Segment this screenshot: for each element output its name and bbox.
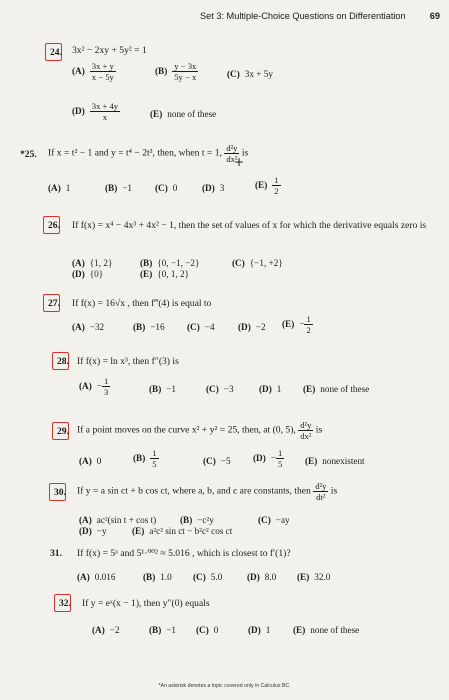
fraction bbox=[276, 448, 284, 469]
fraction-numerator: d²y bbox=[300, 420, 312, 430]
answer-option[interactable] bbox=[305, 456, 365, 466]
fraction bbox=[313, 481, 328, 502]
question-stem: If f(x) = x⁴ − 4x³ + 4x² − 1, then the set of values of x for which the derivative equals zero is bbox=[72, 220, 427, 231]
option-text: 8.0 bbox=[264, 572, 277, 582]
answer-option[interactable] bbox=[72, 258, 112, 268]
fraction bbox=[150, 448, 158, 469]
option-text: 1 bbox=[276, 384, 282, 394]
option-letter: (D) bbox=[202, 183, 215, 193]
answer-option[interactable] bbox=[202, 183, 224, 193]
answer-option[interactable]: (D) − $\frac{1}{5}$ bbox=[253, 448, 283, 469]
answer-option[interactable] bbox=[193, 572, 222, 582]
answer-option[interactable] bbox=[293, 625, 359, 635]
option-text: −1 bbox=[166, 625, 177, 635]
fraction-denominator: 5y − x bbox=[174, 72, 197, 82]
option-letter: (D) bbox=[72, 269, 85, 279]
answer-option[interactable] bbox=[187, 322, 215, 332]
option-letter: (C) bbox=[203, 456, 216, 466]
option-letter: (D) bbox=[238, 322, 251, 332]
question-number: 30. bbox=[54, 487, 66, 498]
answer-option[interactable] bbox=[297, 572, 330, 582]
answer-option[interactable] bbox=[79, 515, 156, 525]
crosshair-cursor-icon: + bbox=[234, 155, 245, 169]
answer-option[interactable] bbox=[72, 101, 120, 122]
fraction-denominator: 2 bbox=[306, 325, 311, 335]
answer-option[interactable] bbox=[92, 625, 120, 635]
option-letter: (E) bbox=[150, 109, 163, 119]
fraction-denominator: 5 bbox=[277, 459, 283, 469]
option-text: −1 bbox=[166, 384, 177, 394]
option-letter: (A) bbox=[77, 572, 90, 582]
option-letter: (B) bbox=[149, 625, 162, 635]
option-text: {−1, +2} bbox=[249, 258, 283, 268]
fraction-denominator: 2 bbox=[274, 186, 279, 196]
fraction bbox=[90, 61, 116, 82]
option-letter: (B) bbox=[105, 183, 118, 193]
option-letter: (C) bbox=[206, 384, 219, 394]
answer-option[interactable]: (A) − $\frac{1}{3}$ bbox=[79, 376, 109, 397]
option-text: −1 bbox=[122, 183, 133, 193]
answer-option[interactable] bbox=[227, 69, 273, 79]
fraction-denominator: 3 bbox=[103, 387, 109, 397]
option-letter: (E) bbox=[282, 318, 295, 329]
option-text: nonexistent bbox=[322, 456, 365, 466]
question-number: 24. bbox=[50, 47, 62, 58]
option-text: −2 bbox=[109, 625, 120, 635]
option-text: {0, −1, −2} bbox=[157, 258, 200, 268]
page-header bbox=[200, 11, 440, 27]
option-letter: (A) bbox=[72, 322, 85, 332]
option-letter: (B) bbox=[180, 515, 193, 525]
option-letter: (E) bbox=[132, 526, 145, 536]
option-text: −3 bbox=[223, 384, 234, 394]
answer-option[interactable] bbox=[77, 572, 115, 582]
answer-option[interactable] bbox=[72, 322, 104, 332]
option-letter: (C) bbox=[155, 183, 168, 193]
option-text: 3 bbox=[219, 183, 225, 193]
option-letter: (D) bbox=[248, 625, 261, 635]
option-letter: (C) bbox=[193, 572, 206, 582]
option-letter: (E) bbox=[140, 269, 153, 279]
fraction-denominator: x − 5y bbox=[91, 72, 114, 82]
question-number: 31. bbox=[50, 548, 62, 559]
option-text: −4 bbox=[204, 322, 215, 332]
answer-option[interactable] bbox=[105, 183, 132, 193]
answer-option[interactable] bbox=[79, 456, 101, 466]
option-text: −32 bbox=[89, 322, 105, 332]
page-number: 69 bbox=[429, 11, 440, 21]
answer-option[interactable] bbox=[232, 258, 283, 268]
fraction bbox=[90, 101, 120, 122]
answer-option[interactable]: (E) − $\frac{1}{2}$ bbox=[282, 314, 311, 335]
answer-option[interactable] bbox=[132, 526, 232, 536]
question-number: 29. bbox=[57, 426, 69, 437]
fraction bbox=[304, 314, 312, 335]
fraction-numerator: 1 bbox=[277, 448, 283, 458]
option-letter: (D) bbox=[247, 572, 260, 582]
fraction bbox=[172, 61, 198, 82]
fraction bbox=[298, 420, 313, 441]
answer-option[interactable] bbox=[255, 175, 281, 196]
answer-option[interactable] bbox=[155, 61, 198, 82]
option-text: {0} bbox=[89, 269, 104, 279]
answer-option[interactable] bbox=[143, 572, 172, 582]
answer-option[interactable] bbox=[203, 456, 231, 466]
fraction-numerator: d²y bbox=[226, 143, 238, 153]
option-text: 1 bbox=[265, 625, 271, 635]
option-letter: (A) bbox=[72, 65, 85, 76]
fraction-denominator: x bbox=[102, 112, 108, 122]
option-letter: (B) bbox=[133, 452, 146, 463]
answer-option[interactable] bbox=[149, 384, 176, 394]
option-letter: (C) bbox=[196, 625, 209, 635]
option-letter: (D) bbox=[259, 384, 272, 394]
option-text: {1, 2} bbox=[89, 258, 113, 268]
fraction-denominator: dx² bbox=[226, 154, 238, 164]
option-letter: (B) bbox=[149, 384, 162, 394]
answer-option[interactable] bbox=[196, 625, 218, 635]
answer-option[interactable] bbox=[72, 61, 116, 82]
answer-option[interactable] bbox=[206, 384, 234, 394]
fraction-numerator: 1 bbox=[152, 448, 157, 458]
answer-option[interactable] bbox=[133, 322, 165, 332]
answer-option[interactable] bbox=[180, 515, 214, 525]
fraction bbox=[272, 175, 280, 196]
answer-option[interactable] bbox=[150, 109, 216, 119]
answer-option[interactable] bbox=[149, 625, 176, 635]
option-letter: (A) bbox=[72, 258, 85, 268]
option-letter: (C) bbox=[232, 258, 245, 268]
fraction-denominator: 5 bbox=[152, 459, 157, 469]
option-letter: (B) bbox=[133, 322, 146, 332]
option-text: 0 bbox=[172, 183, 178, 193]
answer-option[interactable] bbox=[79, 526, 107, 536]
option-text: a²c² sin ct − b²c² cos ct bbox=[149, 526, 233, 536]
question-stem: If y = eˣ(x − 1), then y″(0) equals bbox=[82, 598, 210, 609]
option-letter: (C) bbox=[227, 69, 240, 79]
footnote: *An asterisk denotes a topic covered only in Calculus BC. bbox=[158, 683, 291, 689]
option-letter: (A) bbox=[79, 456, 92, 466]
option-text: none of these bbox=[320, 384, 370, 394]
option-text: −y bbox=[96, 526, 107, 536]
fraction-numerator: 3x + y bbox=[91, 61, 114, 71]
option-letter: (D) bbox=[72, 105, 85, 116]
answer-option[interactable] bbox=[133, 448, 159, 469]
question-stem: If f(x) = ln x³, then f″(3) is bbox=[77, 356, 179, 367]
option-letter: (A) bbox=[79, 380, 92, 391]
question-stem: 3x² − 2xy + 5y² = 1 bbox=[72, 45, 147, 56]
option-letter: (E) bbox=[305, 456, 318, 466]
question-number: 26. bbox=[48, 220, 60, 231]
question-number: *25. bbox=[20, 149, 37, 160]
option-text: 32.0 bbox=[314, 572, 331, 582]
option-letter: (D) bbox=[79, 526, 92, 536]
fraction-numerator: y − 3x bbox=[174, 61, 197, 71]
question-stem: If a point moves on the curve x² + y² = 25, then, at (0, 5), $\frac{\text{d²y}}{\text{dx²}}$ is bbox=[77, 420, 323, 441]
fraction-numerator: 1 bbox=[306, 314, 311, 324]
fraction bbox=[102, 376, 110, 397]
option-letter: (C) bbox=[187, 322, 200, 332]
option-letter: (E) bbox=[303, 384, 316, 394]
option-text: −2 bbox=[255, 322, 266, 332]
answer-option[interactable] bbox=[238, 322, 266, 332]
option-letter: (A) bbox=[92, 625, 105, 635]
option-text: 1 bbox=[65, 183, 71, 193]
option-letter: (B) bbox=[143, 572, 156, 582]
question-number: 27. bbox=[48, 298, 60, 309]
option-letter: (C) bbox=[258, 515, 271, 525]
answer-option[interactable] bbox=[247, 572, 276, 582]
option-letter: (B) bbox=[155, 65, 168, 76]
option-letter: (A) bbox=[79, 515, 92, 525]
fraction-numerator: d²y bbox=[315, 481, 327, 491]
option-text: {0, 1, 2} bbox=[157, 269, 190, 279]
fraction-numerator: 1 bbox=[103, 376, 109, 386]
option-text: ac²(sin t + cos t) bbox=[96, 515, 157, 525]
answer-option[interactable] bbox=[248, 625, 270, 635]
option-text: 0 bbox=[213, 625, 219, 635]
question-stem: If y = a sin ct + b cos ct, where a, b, and c are constants, then $\frac{\text{d²y}}{\text{dt²}}$ is bbox=[77, 481, 338, 502]
option-text: −16 bbox=[150, 322, 165, 332]
answer-option[interactable] bbox=[48, 183, 70, 193]
option-text: 0.016 bbox=[94, 572, 116, 582]
option-text: −ay bbox=[275, 515, 290, 525]
answer-option[interactable] bbox=[258, 515, 290, 525]
answer-option[interactable] bbox=[155, 183, 177, 193]
option-text: −c²y bbox=[197, 515, 214, 525]
answer-option[interactable] bbox=[140, 269, 189, 279]
question-number: 28. bbox=[57, 356, 69, 367]
option-text: 3x + 5y bbox=[244, 69, 273, 79]
question-stem: If f(x) = 16√x , then f‴(4) is equal to bbox=[72, 298, 212, 309]
option-letter: (E) bbox=[297, 572, 310, 582]
option-text: 1.0 bbox=[160, 572, 172, 582]
option-letter: (E) bbox=[255, 179, 268, 190]
option-text: −5 bbox=[220, 456, 231, 466]
fraction-denominator: dt² bbox=[316, 492, 326, 502]
answer-option[interactable] bbox=[259, 384, 281, 394]
question-stem: If f(x) = 5ˣ and 5¹·⁰⁰² ≈ 5.016 , which is closest to f′(1)? bbox=[77, 548, 291, 559]
option-text: none of these bbox=[310, 625, 360, 635]
fraction-numerator: 1 bbox=[274, 175, 279, 185]
option-letter: (A) bbox=[48, 183, 61, 193]
answer-option[interactable] bbox=[140, 258, 199, 268]
option-letter: (D) bbox=[253, 452, 266, 463]
fraction-numerator: 3x + 4y bbox=[91, 101, 119, 111]
option-text: 0 bbox=[96, 456, 102, 466]
option-letter: (B) bbox=[140, 258, 153, 268]
option-text: 5.0 bbox=[210, 572, 223, 582]
question-stem: If x = t² − 1 and y = t⁴ − 2t³, then, when t = 1, $\frac{\text{d²y}}{\text{dx²}}$ is bbox=[48, 143, 249, 164]
fraction-denominator: dx² bbox=[300, 431, 312, 441]
question-number: 32. bbox=[59, 598, 71, 609]
option-letter: (E) bbox=[293, 625, 306, 635]
section-title: Set 3: Multiple-Choice Questions on Differentiation bbox=[200, 11, 406, 21]
option-text: none of these bbox=[167, 109, 217, 119]
answer-option[interactable] bbox=[303, 384, 369, 394]
answer-option[interactable] bbox=[72, 269, 103, 279]
